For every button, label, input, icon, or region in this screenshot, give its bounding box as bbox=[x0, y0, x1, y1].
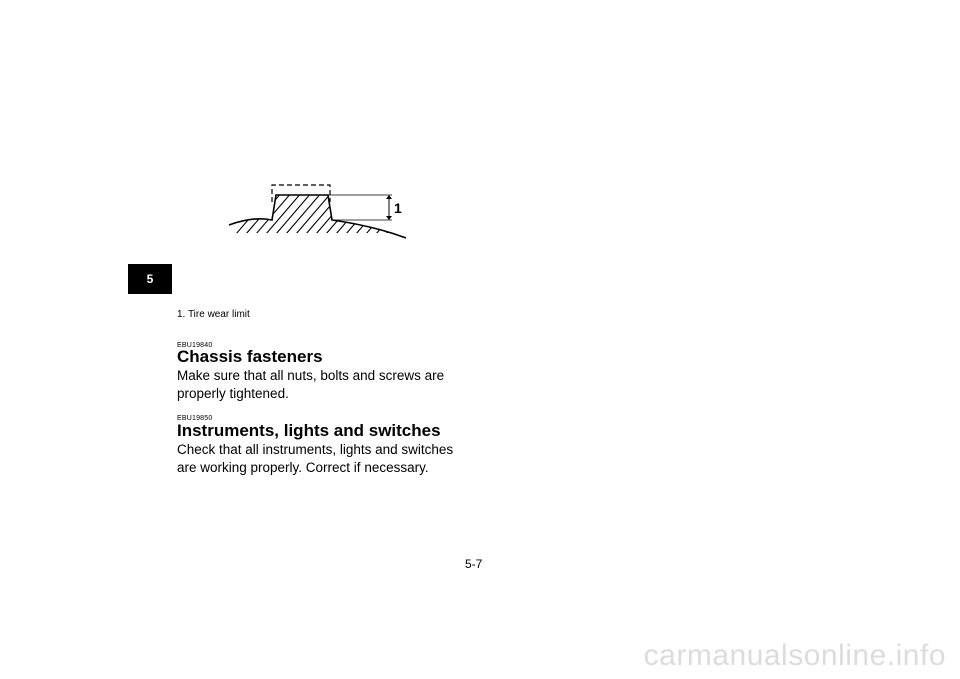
section-body: Check that all instruments, lights and switches are working properly. Correct if necessary. bbox=[177, 442, 454, 475]
section-heading-chassis-fasteners: Chassis fasteners bbox=[177, 347, 323, 366]
section-code: EBU19840 bbox=[177, 342, 213, 349]
chapter-tab: 5 bbox=[128, 264, 172, 294]
watermark: carmanualsonline.info bbox=[643, 639, 946, 672]
page-number: 5-7 bbox=[465, 557, 483, 571]
section-code: EBU19850 bbox=[177, 415, 213, 422]
tire-wear-limit-diagram bbox=[224, 178, 414, 248]
figure-caption: 1. Tire wear limit bbox=[177, 309, 250, 320]
callout-number: 1 bbox=[394, 200, 402, 216]
section-heading-instruments-lights-switches: Instruments, lights and switches bbox=[177, 421, 441, 440]
section-body: Make sure that all nuts, bolts and screws are properly tightened. bbox=[177, 368, 445, 401]
